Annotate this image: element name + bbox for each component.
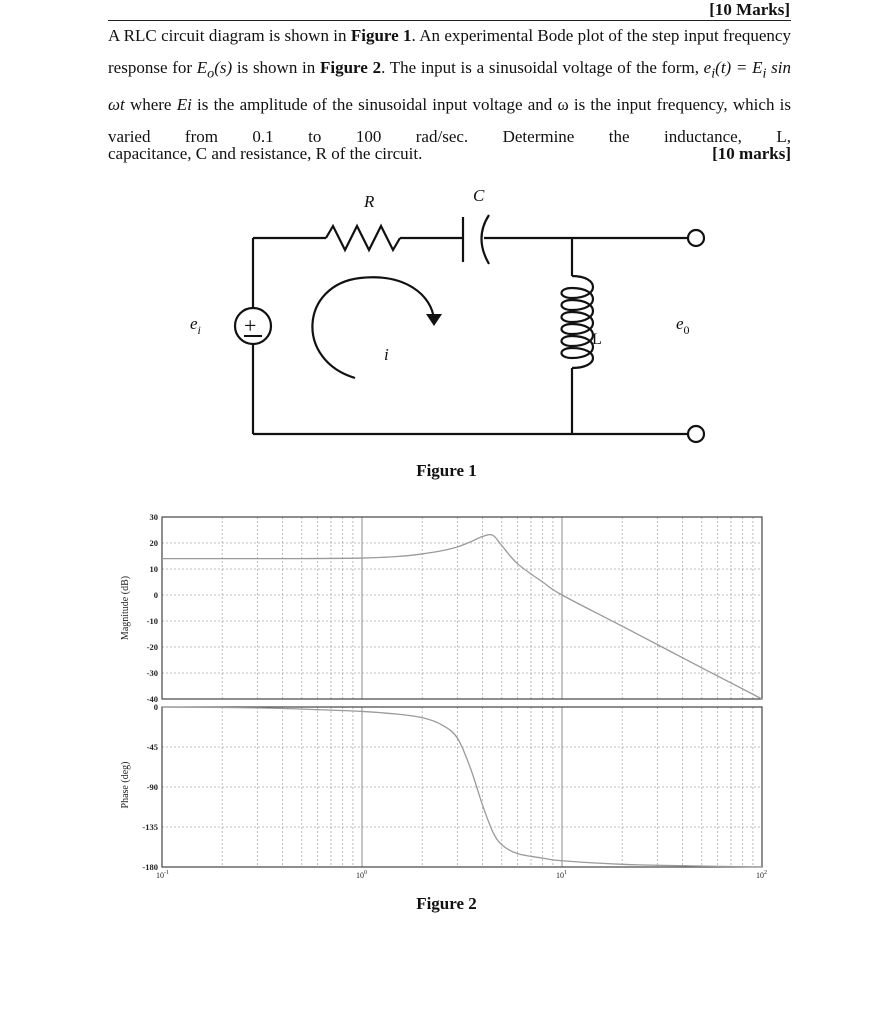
capacitor-plate-curved xyxy=(482,215,490,264)
phase-tick-label: -45 xyxy=(146,742,158,752)
label-C: C xyxy=(473,186,485,205)
mag-tick-label: 10 xyxy=(149,564,158,574)
phase-grid xyxy=(162,707,762,867)
figure1-ref: Figure 1 xyxy=(350,26,412,45)
mag-tick-label: 30 xyxy=(149,512,158,522)
magnitude-series-line xyxy=(162,535,762,699)
mag-tick-label: 0 xyxy=(153,590,158,600)
bode-plot xyxy=(0,500,893,890)
x-tick-label: $10^{-1}$ xyxy=(156,870,169,880)
question-last-line: capacitance, C and resistance, R of the circuit. [10 marks] xyxy=(108,144,791,163)
mag-tick-label: 20 xyxy=(149,538,158,548)
output-terminal-top xyxy=(688,230,704,246)
marks-header: [10 Marks] xyxy=(709,0,790,19)
phase-tick-label: 0 xyxy=(153,702,158,712)
inductor-symbol xyxy=(562,276,594,368)
mag-tick-label: -20 xyxy=(146,642,158,652)
resistor-symbol xyxy=(326,226,400,250)
figure2-caption: Figure 2 xyxy=(416,894,477,913)
mag-tick-label: -30 xyxy=(146,668,158,678)
figure1-caption: Figure 1 xyxy=(416,461,477,480)
circuit-diagram xyxy=(0,180,893,450)
magnitude-frame xyxy=(162,517,762,699)
label-R: R xyxy=(364,192,375,211)
x-tick-label: $10^2$ xyxy=(756,870,767,880)
marks-footer: [10 marks] xyxy=(712,144,791,163)
phase-tick-label: -135 xyxy=(142,822,158,832)
x-tick-label: $10^1$ xyxy=(556,870,567,880)
output-terminal-bottom xyxy=(688,426,704,442)
phase-tick-label: -90 xyxy=(146,782,158,792)
question-text: A RLC circuit diagram is shown in Figure 1. An experimental Bode plot of the step input frequency response for $E_o(s)$ is shown in Figure 2. The input is a sinusoidal voltage of the form, $e_i(t) = E_i$ sin ωt where Ei is the amplitude of the sinusoidal input voltage and ω is the input frequency, which is varied from 0.1 to 100 rad/sec. Determine the inductance, L, xyxy=(108,26,791,146)
mag-tick-label: -10 xyxy=(146,616,158,626)
label-L: L xyxy=(592,331,602,348)
figure2-ref: Figure 2 xyxy=(320,57,382,77)
magnitude-ylabel: Magnitude (dB) xyxy=(120,575,131,641)
label-ei: $e_i$ xyxy=(190,314,201,337)
magnitude-grid xyxy=(162,517,762,699)
current-arrowhead-icon xyxy=(426,314,442,326)
phase-tick-label: -180 xyxy=(142,862,158,872)
mag-tick-label: -40 xyxy=(146,694,158,704)
label-eo: $e_0$ xyxy=(676,314,690,337)
x-tick-label: $10^0$ xyxy=(356,870,367,880)
current-arrow-icon xyxy=(312,277,434,378)
source-plus: + xyxy=(244,313,257,338)
label-i: i xyxy=(384,345,389,364)
phase-ylabel: Phase (deg) xyxy=(120,761,131,809)
